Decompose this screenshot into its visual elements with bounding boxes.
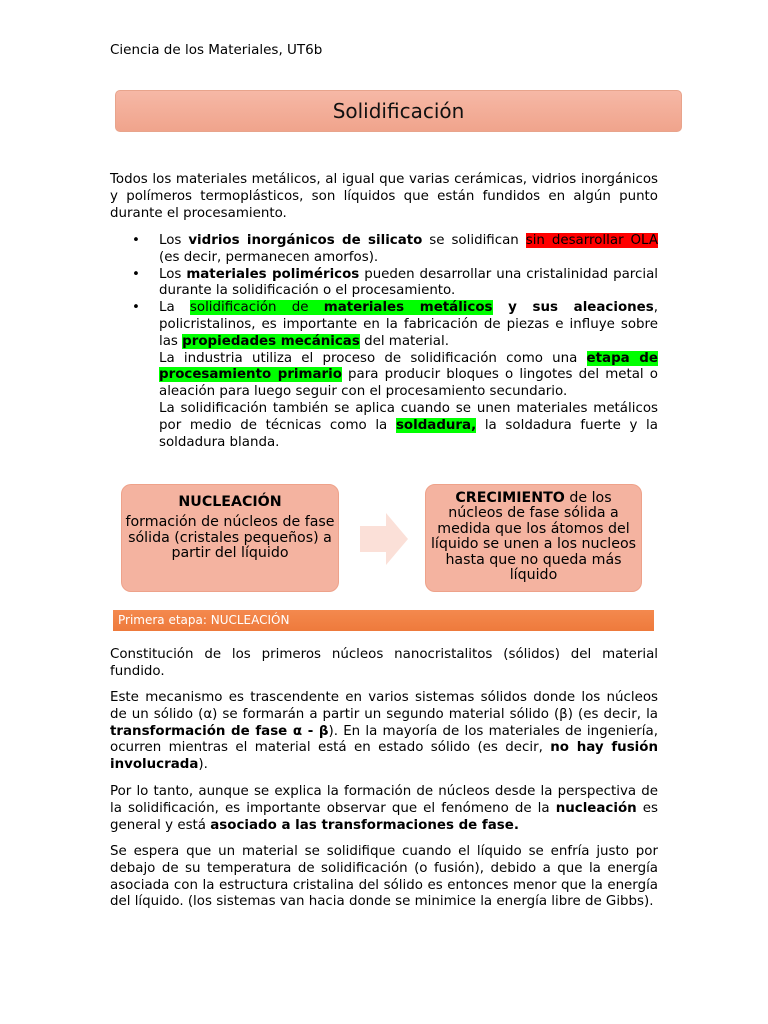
bullet-dot: • bbox=[132, 266, 140, 282]
text-span: Los bbox=[159, 266, 187, 282]
bold-text: no hay fusión involucrada bbox=[110, 740, 658, 773]
text-span: del material. bbox=[359, 333, 449, 349]
nucleation-heading: NUCLEACIÓN bbox=[178, 494, 282, 510]
bullet-item-polymers bbox=[110, 267, 658, 301]
green-highlight-bold: materiales metálicos bbox=[323, 300, 493, 316]
text-span: ). bbox=[198, 757, 208, 773]
text-span: La bbox=[159, 300, 190, 316]
right-arrow-icon bbox=[360, 513, 408, 565]
paragraph-phase-transformations bbox=[110, 784, 658, 834]
growth-box bbox=[425, 484, 642, 592]
growth-heading: CRECIMIENTO bbox=[455, 490, 565, 506]
bold-text: asociado a las transformaciones de fase. bbox=[210, 817, 519, 833]
growth-text: de los núcleos de fase sólida a medida que los átomos del líquido se unen a los nucleos hasta que no queda más líquido bbox=[430, 490, 637, 584]
nucleation-box bbox=[121, 484, 339, 592]
bullet-item-silicate-glass bbox=[110, 233, 658, 267]
text-span: La solidificación también se aplica cuando se unen materiales metálicos por medio de técnicas como la bbox=[159, 400, 658, 433]
bullet-item-metals bbox=[110, 300, 658, 451]
text-span: (es decir, permanecen amorfos). bbox=[159, 249, 379, 265]
title-banner bbox=[115, 90, 682, 132]
paragraph-mechanism bbox=[110, 690, 658, 774]
bullet-list bbox=[110, 233, 658, 451]
red-highlight: sin desarrollar OLA bbox=[525, 233, 658, 248]
paragraph-constitution: Constitución de los primeros núcleos nanocristalitos (sólidos) del material fundido. bbox=[110, 647, 658, 679]
intro-paragraph: Todos los materiales metálicos, al igual que varias cerámicas, vidrios inorgánicos y polímeros termoplásticos, son líquidos que están fundidos en algún punto durante el procesamiento. bbox=[110, 172, 658, 221]
text-span: Por lo tanto, aunque se explica la formación de núcleos desde la perspectiva de la solidificación, es importante observar que el fenómeno de la bbox=[110, 784, 658, 816]
bullet-dot: • bbox=[132, 300, 140, 316]
text-span: , policristalinos, es importante en la fabricación de piezas e influye sobre las bbox=[159, 300, 658, 349]
nucleation-text: formación de núcleos de fase sólida (cristales pequeños) a partir del líquido bbox=[125, 514, 335, 562]
text-span: es general y está bbox=[110, 800, 658, 833]
text-span: Los bbox=[159, 233, 189, 248]
text-span: la soldadura fuerte y la soldadura blanda. bbox=[159, 417, 658, 450]
bold-text: materiales poliméricos bbox=[186, 266, 360, 282]
text-span: ). En la mayoría de los materiales de ingeniería, ocurren mientras el material está en estado sólido (es decir, bbox=[110, 723, 658, 756]
document-header: Ciencia de los Materiales, UT6b bbox=[110, 42, 323, 58]
paragraph-gibbs-energy: Se espera que un material se solidifique cuando el líquido se enfría justo por debajo de su temperatura de solidificación (o fusión), debido a que la energía asociada con la estructura cristalina del sólido es entonces menor que la energía del líquido. (los sistemas van hacia donde se minimice la energía libre de Gibbs). bbox=[110, 844, 658, 910]
green-highlight-bold: soldadura, bbox=[395, 417, 477, 433]
bold-text: y sus aleaciones bbox=[492, 300, 654, 316]
text-span: La industria utiliza el proceso de solidificación como una bbox=[159, 350, 587, 366]
bold-text: nucleación bbox=[555, 800, 637, 816]
green-highlight-bold: propiedades mecánicas bbox=[182, 333, 360, 349]
page-title: Solidificación bbox=[332, 99, 465, 123]
green-highlight: solidificación de bbox=[189, 300, 324, 316]
green-highlight-bold: etapa de procesamiento primario bbox=[159, 350, 658, 383]
text-span: para producir bloques o lingotes del metal o aleación para luego seguir con el procesamiento secundario. bbox=[159, 367, 658, 400]
bullet-dot: • bbox=[132, 233, 140, 248]
text-span: se solidifican bbox=[422, 233, 526, 248]
bold-text: vidrios inorgánicos de silicato bbox=[188, 233, 423, 248]
text-span: pueden desarrollar una cristalinidad parcial durante la solidificación o el procesamiento. bbox=[159, 266, 658, 299]
text-span: Este mecanismo es trascendente en varios sistemas sólidos donde los núcleos de un sólido (α) se formarán a partir un segundo material sólido (β) (es decir, la bbox=[110, 690, 658, 722]
bold-text: transformación de fase α - β bbox=[110, 723, 329, 739]
section-bar-nucleation: Primera etapa: NUCLEACIÓN bbox=[113, 610, 654, 631]
